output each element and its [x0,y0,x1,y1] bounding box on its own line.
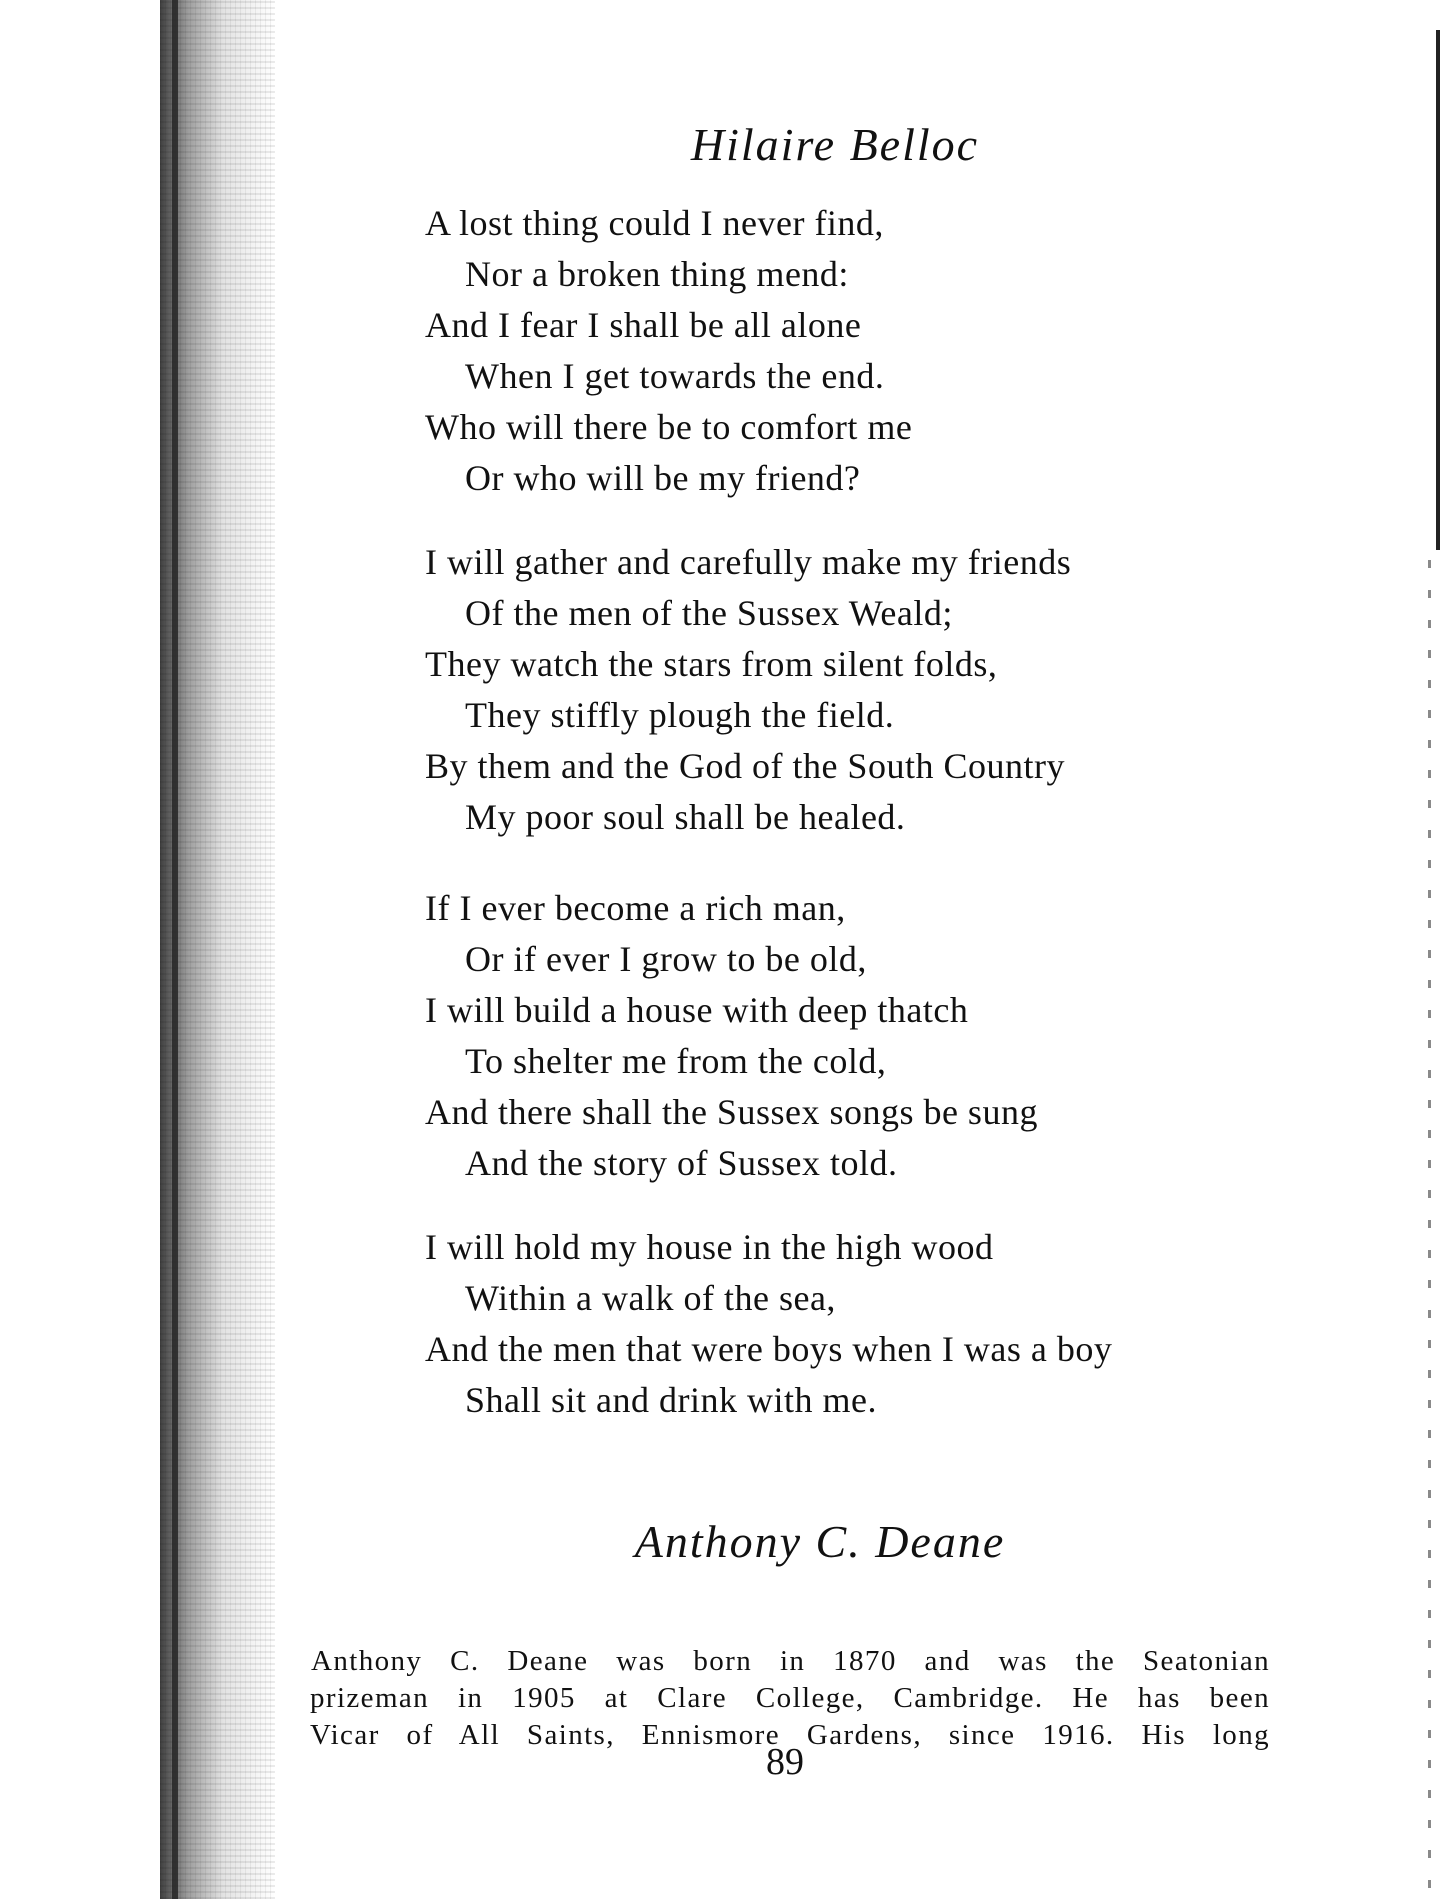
bio-line: prizeman in 1905 at Clare College, Cambridge. He has been [310,1682,1270,1714]
author-heading-deane: Anthony C. Deane [634,1516,1006,1567]
poem-line: Or who will be my friend? [465,458,861,498]
poem-line: I will build a house with deep thatch [425,990,969,1030]
poem-line: My poor soul shall be healed. [465,797,906,837]
page-right-edge [1436,30,1440,550]
poem-line: They stiffly plough the field. [465,695,895,735]
poem-line: Who will there be to comfort me [425,407,913,447]
poem-line: And there shall the Sussex songs be sung [425,1092,1038,1132]
author-bio-paragraph [310,1643,1270,1754]
poem-line: Or if ever I grow to be old, [465,939,867,979]
poem-stanza-1 [425,198,912,504]
poem-stanza-3 [425,883,1038,1189]
bio-line: Anthony C. Deane was born in 1870 and was the Seatonian [311,1645,1270,1677]
poem-line: They watch the stars from silent folds, [425,644,998,684]
poem-line: I will gather and carefully make my friends [425,542,1072,582]
poem-line: A lost thing could I never find, [425,203,884,243]
page-number: 89 [766,1741,804,1783]
poem-stanza-2 [425,537,1071,843]
poem-line: Shall sit and drink with me. [465,1380,877,1420]
poem-line: I will hold my house in the high wood [425,1227,994,1267]
page-right-edge-specks [1428,560,1431,1890]
poem-line: If I ever become a rich man, [425,888,846,928]
poem-line: Of the men of the Sussex Weald; [465,593,953,633]
scan-gutter-edge [172,0,178,1899]
poem-line: And the story of Sussex told. [465,1143,898,1183]
bio-line: Vicar of All Saints, Ennismore Gardens, since 1916. His long [310,1719,1270,1751]
poem-line: When I get towards the end. [465,356,885,396]
poem-line: By them and the God of the South Country [425,746,1065,786]
poem-line: Nor a broken thing mend: [465,254,849,294]
author-heading-belloc: Hilaire Belloc [690,119,980,170]
poem-line: And the men that were boys when I was a boy [425,1329,1113,1369]
poem-line: Within a walk of the sea, [465,1278,836,1318]
poem-stanza-4 [425,1222,1112,1426]
poem-line: To shelter me from the cold, [465,1041,887,1081]
poem-line: And I fear I shall be all alone [425,305,862,345]
